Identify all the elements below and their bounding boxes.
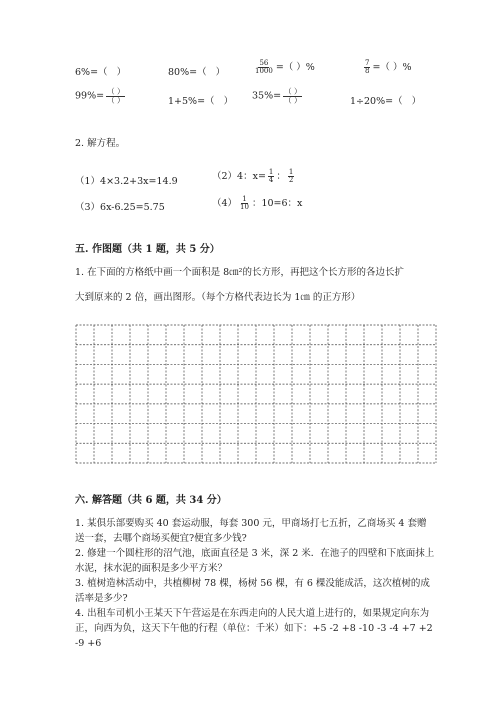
fraction: $\frac{56}{1000}$	[255, 59, 273, 75]
question-3: 3. 植树造林活动中，共植柳树 78 棵，杨树 56 棵，有 6 棵没能成活，这次植树的成活率是多少?	[75, 578, 430, 604]
calc-text: 99%=	[75, 90, 105, 102]
calc-item-8	[350, 93, 421, 107]
fraction: $\frac{1}{10}$	[240, 195, 249, 211]
equation-2	[212, 168, 296, 184]
calc-item-5	[75, 88, 127, 104]
calc-item-7	[252, 88, 304, 104]
equation-text: ：10=6：x	[251, 198, 303, 209]
equation-4	[212, 195, 302, 211]
fraction: $\frac{1}{2}$	[288, 168, 294, 184]
calc-item-3	[252, 59, 315, 75]
question-4: 4. 出租车司机小王某天下午营运是在东西走向的人民大道上进行的，如果规定向东为正，向西为负，这天下午他的行程（单位：千米）如下：+5 -2 +8 -10 -3 -4 +7 +2 -9 +6	[75, 608, 433, 649]
calc-text: ）	[116, 67, 127, 78]
calc-text: 35%=	[252, 90, 282, 102]
calc-text: =（ ）%	[275, 62, 315, 73]
equations-heading: 2. 解方程。	[75, 138, 126, 149]
equation-1: （1）4×3.2+3x=14.9	[75, 176, 178, 187]
grid-paper	[75, 324, 437, 464]
calc-text: ）	[215, 67, 226, 78]
calc-text: ）	[411, 96, 422, 107]
section-title-answers: 六. 解答题（共 6 题，共 34 分）	[75, 495, 227, 506]
equation-3: （3）6x-6.25=5.75	[75, 202, 165, 213]
question-1: 1. 某俱乐部要购买 40 套运动服，每套 300 元，甲商场打七五折，乙商场买 4 套赠送一套，去哪个商场买便宜?便宜多少钱?	[75, 518, 427, 544]
calc-item-4	[362, 59, 411, 75]
calc-text: =（ ）%	[372, 62, 412, 73]
calc-text: ）	[223, 96, 234, 107]
calc-text: 1+5%=（	[168, 96, 215, 107]
fraction: $\frac{1}{4}$	[268, 168, 274, 184]
question-2: 2. 修建一个圆柱形的沼气池，底面直径是 3 米，深 2 米．在池子的四壁和下底面抹上水泥，抹水泥的面积是多少平方米？	[75, 548, 435, 574]
drawing-instruction-line-1: 1. 在下面的方格纸中画一个面积是 8㎝²的长方形，再把这个长方形的各边长扩	[75, 267, 404, 278]
drawing-instruction-line-2: 大到原来的 2 倍，画出图形。（每个方格代表边长为 1㎝ 的正方形）	[75, 292, 361, 303]
fraction: $\frac{( )}{( )}$	[284, 87, 302, 105]
equation-text: （2）4：x=	[212, 171, 266, 182]
fraction: $\frac{( )}{( )}$	[107, 87, 125, 105]
calc-item-1	[75, 64, 126, 78]
equation-text: ：	[276, 171, 286, 182]
calc-text: 1÷20%=（	[350, 96, 403, 107]
fraction: $\frac{7}{8}$	[365, 59, 370, 75]
calc-text: 80%=（	[168, 67, 207, 78]
calc-item-6	[168, 93, 233, 107]
section-title-drawing: 五. 作图题（共 1 题，共 5 分）	[75, 244, 220, 255]
calc-item-2	[168, 64, 225, 78]
equation-text: （4）	[212, 198, 238, 209]
calc-text: 6%=（	[75, 67, 108, 78]
